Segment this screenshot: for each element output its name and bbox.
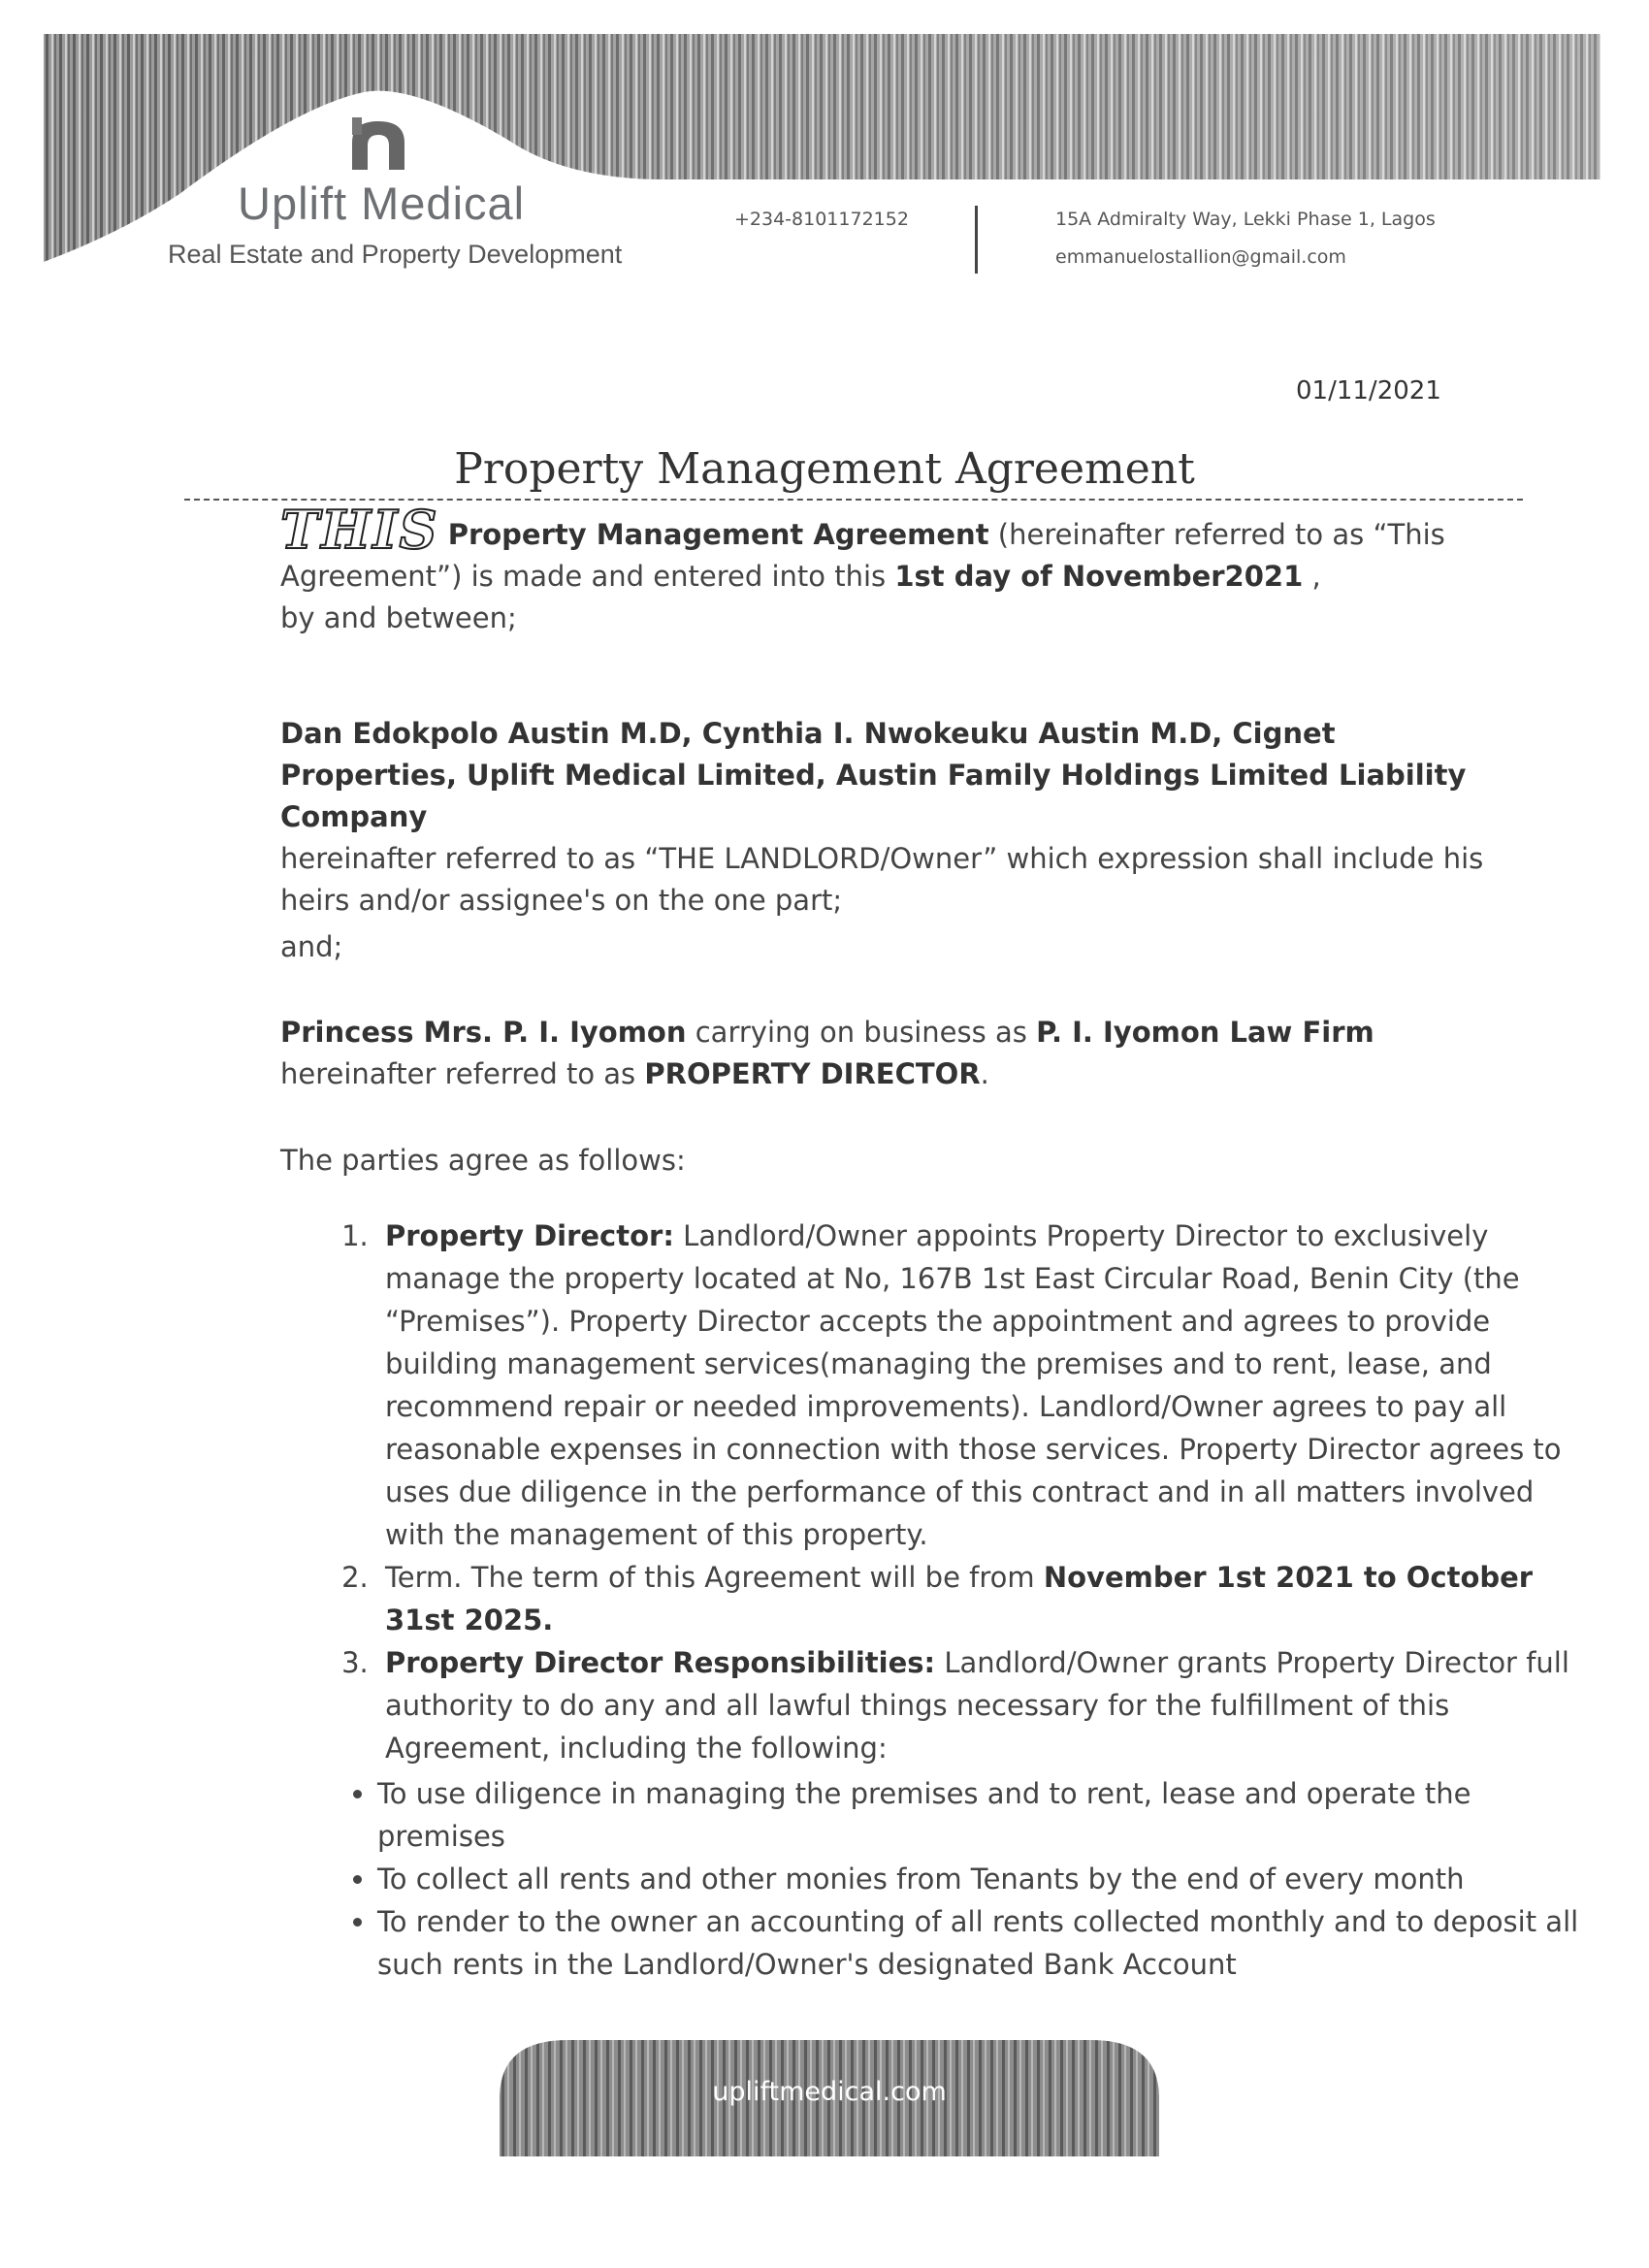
director-text-2: hereinafter referred to as	[280, 1057, 645, 1090]
contact-address: 15A Admiralty Way, Lekki Phase 1, Lagos	[1055, 209, 1436, 230]
director-role: PROPERTY DIRECTOR	[644, 1057, 981, 1090]
contact-phone: +234-8101172152	[734, 209, 909, 230]
list-item: • To collect all rents and other monies from Tenants by the end of every month	[377, 1858, 1580, 1900]
list-item: • To use diligence in managing the premises and to rent, lease and operate the premises	[377, 1772, 1580, 1858]
landlord-text: hereinafter referred to as “THE LANDLORD/Owner” which expression shall include his heirs and/or assignee's on the one part;	[280, 842, 1484, 917]
clause-body: Term. The term of this Agreement will be from	[385, 1561, 1044, 1594]
contact-email: emmanuelostallion@gmail.com	[1055, 246, 1346, 268]
list-item: • To render to the owner an accounting of all rents collected monthly and to deposit all such rents in the Landlord/Owner's designated Bank Account	[377, 1900, 1580, 1986]
agree-text: The parties agree as follows:	[280, 1144, 686, 1177]
letterhead-banner	[44, 34, 1600, 267]
intro-text-2: ,	[1303, 560, 1321, 593]
intro-paragraph	[280, 499, 1493, 639]
intro-day: 1st day of November2021	[894, 560, 1304, 593]
landlord-names: Dan Edokpolo Austin M.D, Cynthia I. Nwokeuku Austin M.D, Cignet Properties, Uplift Medical Limited, Austin Family Holdings Limited Liability Company	[280, 717, 1467, 833]
and-text: and;	[280, 930, 343, 963]
director-name: Princess Mrs. P. I. Iyomon	[280, 1016, 687, 1049]
intro-text-1: (hereinafter referred to as “This Agreement”) is made and entered into this	[280, 518, 1445, 593]
clause-item	[377, 1556, 1580, 1641]
director-text-1: carrying on business as	[686, 1016, 1037, 1049]
brand-name: Uplift Medical	[238, 178, 526, 229]
intro-text-3: by and between;	[280, 601, 517, 634]
footer-banner	[500, 2040, 1159, 2156]
footer-website: upliftmedical.com	[712, 2077, 947, 2107]
clause-body: Landlord/Owner appoints Property Director to exclusively manage the property located at No, 167B 1st East Circular Road, Benin City (the “Premises”). Property Director accepts the appointment and agrees to provide building management services(managing the premises and to rent, lease, and recommend repair or needed improvements). Landlord/Owner agrees to pay all reasonable expenses in connection with those services. Property Director agrees to uses due diligence in the performance of this contract and in all matters involved with the management of this property.	[385, 1219, 1562, 1551]
clause-item	[377, 1641, 1580, 1769]
letterhead	[44, 34, 1600, 267]
clause-item	[377, 1215, 1580, 1556]
house-arch-logo-icon	[352, 117, 404, 170]
clause-heading: Property Director:	[385, 1219, 674, 1252]
intro-lead-word: THIS	[280, 499, 439, 561]
director-paragraph	[280, 1012, 1493, 1095]
clauses-list	[280, 1215, 1580, 1769]
landlord-paragraph	[280, 713, 1493, 922]
brand-tagline: Real Estate and Property Development	[168, 240, 623, 269]
clause-term-dates: November 1st 2021 to October 31st 2025.	[385, 1561, 1534, 1636]
director-firm: P. I. Iyomon Law Firm	[1036, 1016, 1374, 1049]
responsibilities-list	[280, 1772, 1580, 1986]
header-divider	[975, 206, 978, 274]
clause-heading: Property Director Responsibilities:	[385, 1646, 936, 1679]
clause-body: Landlord/Owner grants Property Director full authority to do any and all lawful things necessary for the fulfillment of this Agreement, including the following:	[385, 1646, 1569, 1765]
document-title: Property Management Agreement	[454, 444, 1195, 494]
intro-agreement-name: Property Management Agreement	[447, 518, 989, 551]
director-text-3: .	[980, 1057, 989, 1090]
document-date: 01/11/2021	[1296, 376, 1441, 405]
